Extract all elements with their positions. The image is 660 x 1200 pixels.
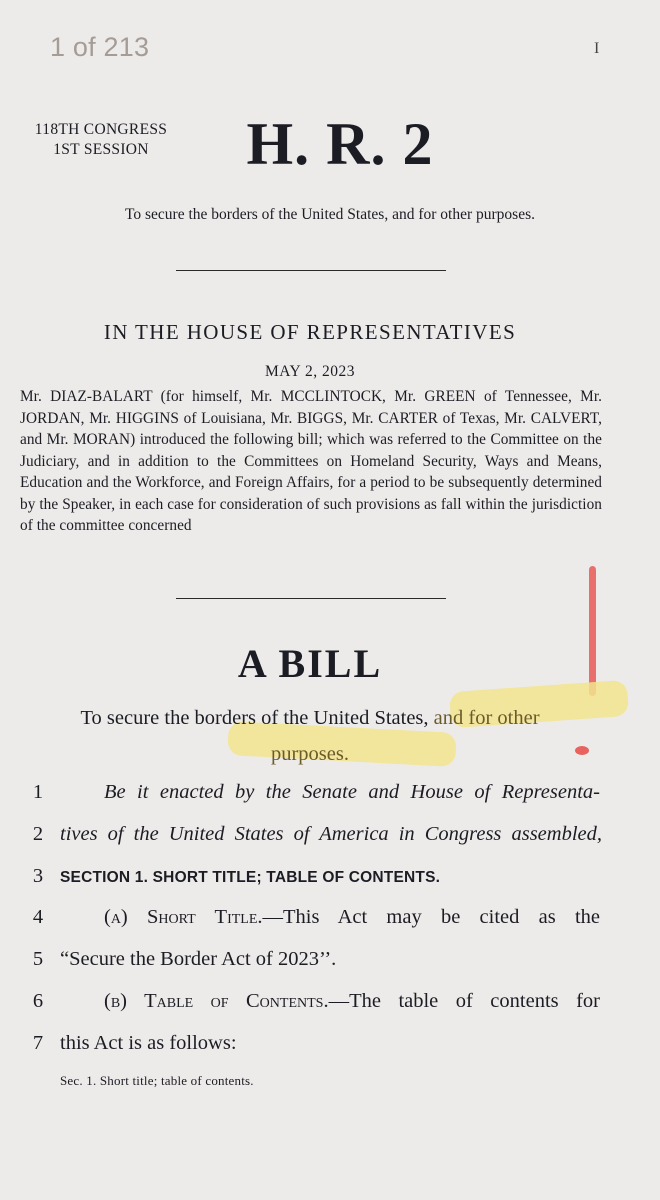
line-number: 6 [32,990,44,1012]
line-number: 4 [32,906,44,928]
purpose-plain-text: To secure the borders of the United States, [80,707,429,729]
purpose-highlighted-text: and for other [433,707,540,729]
toc-entry: Sec. 1. Short title; table of contents. [60,1073,254,1088]
page-counter: 1 of 213 [50,32,150,62]
line-number: 1 [32,781,44,803]
short-title-line [104,906,600,929]
short-title-label: (a) Short Title. [104,906,263,928]
bill-purpose-long [30,700,590,772]
line-number: 3 [32,865,44,887]
page-roman-mark: I [594,40,600,57]
line-number: 7 [32,1032,44,1054]
a-bill-heading: A BILL [237,641,383,686]
bill-purpose-short: To secure the borders of the United States, and for other purposes. [125,206,535,223]
introduction-date: MAY 2, 2023 [264,363,356,380]
session-label: 1ST SESSION [53,141,149,158]
line-number: 2 [32,823,44,845]
congress-label: 118TH CONGRESS [34,121,168,138]
chamber-title: IN THE HOUSE OF REPRESENTATIVES [103,320,517,344]
act-name-line: “Secure the Border Act of 2023’’. [60,948,337,970]
enacting-clause-line-2: tives of the United States of America in Congress assembled, [60,823,602,845]
toc-label: (b) Table of Contents. [104,990,329,1012]
short-title-text: —This Act may be cited as the [262,906,600,928]
congress-session-block [16,120,186,160]
enacting-clause-line-1: Be it enacted by the Senate and House of Representa- [104,781,600,803]
toc-intro-line-2: this Act is as follows: [60,1032,237,1054]
line-number: 5 [32,948,44,970]
divider-bottom [176,598,446,599]
introduction-paragraph [20,386,602,537]
bill-number: H. R. 2 [246,111,434,177]
toc-intro-text: —The table of contents for [328,990,600,1012]
introduction-text: Mr. DIAZ-BALART (for himself, Mr. MCCLINTOCK, Mr. GREEN of Tennessee, Mr. JORDAN, Mr. HIGGINS of Louisiana, Mr. BIGGS, Mr. CARTER of Texas, Mr. CALVERT, and Mr. MORAN) introduced the following bill; which was referred to the Committee on the Judiciary, and in addition to the Committees on Homeland Security, Ways and Means, Education and the Workforce, and Foreign Affairs, for a period to be subsequently determined by the Speaker, in each case for consideration of such provisions as fall within the jurisdiction of the committee concerned [20,388,602,534]
purpose-highlighted-text-2: purposes. [270,743,349,765]
toc-intro-line [104,990,600,1013]
section-heading: SECTION 1. SHORT TITLE; TABLE OF CONTENTS. [60,869,441,886]
divider-top [176,270,446,271]
